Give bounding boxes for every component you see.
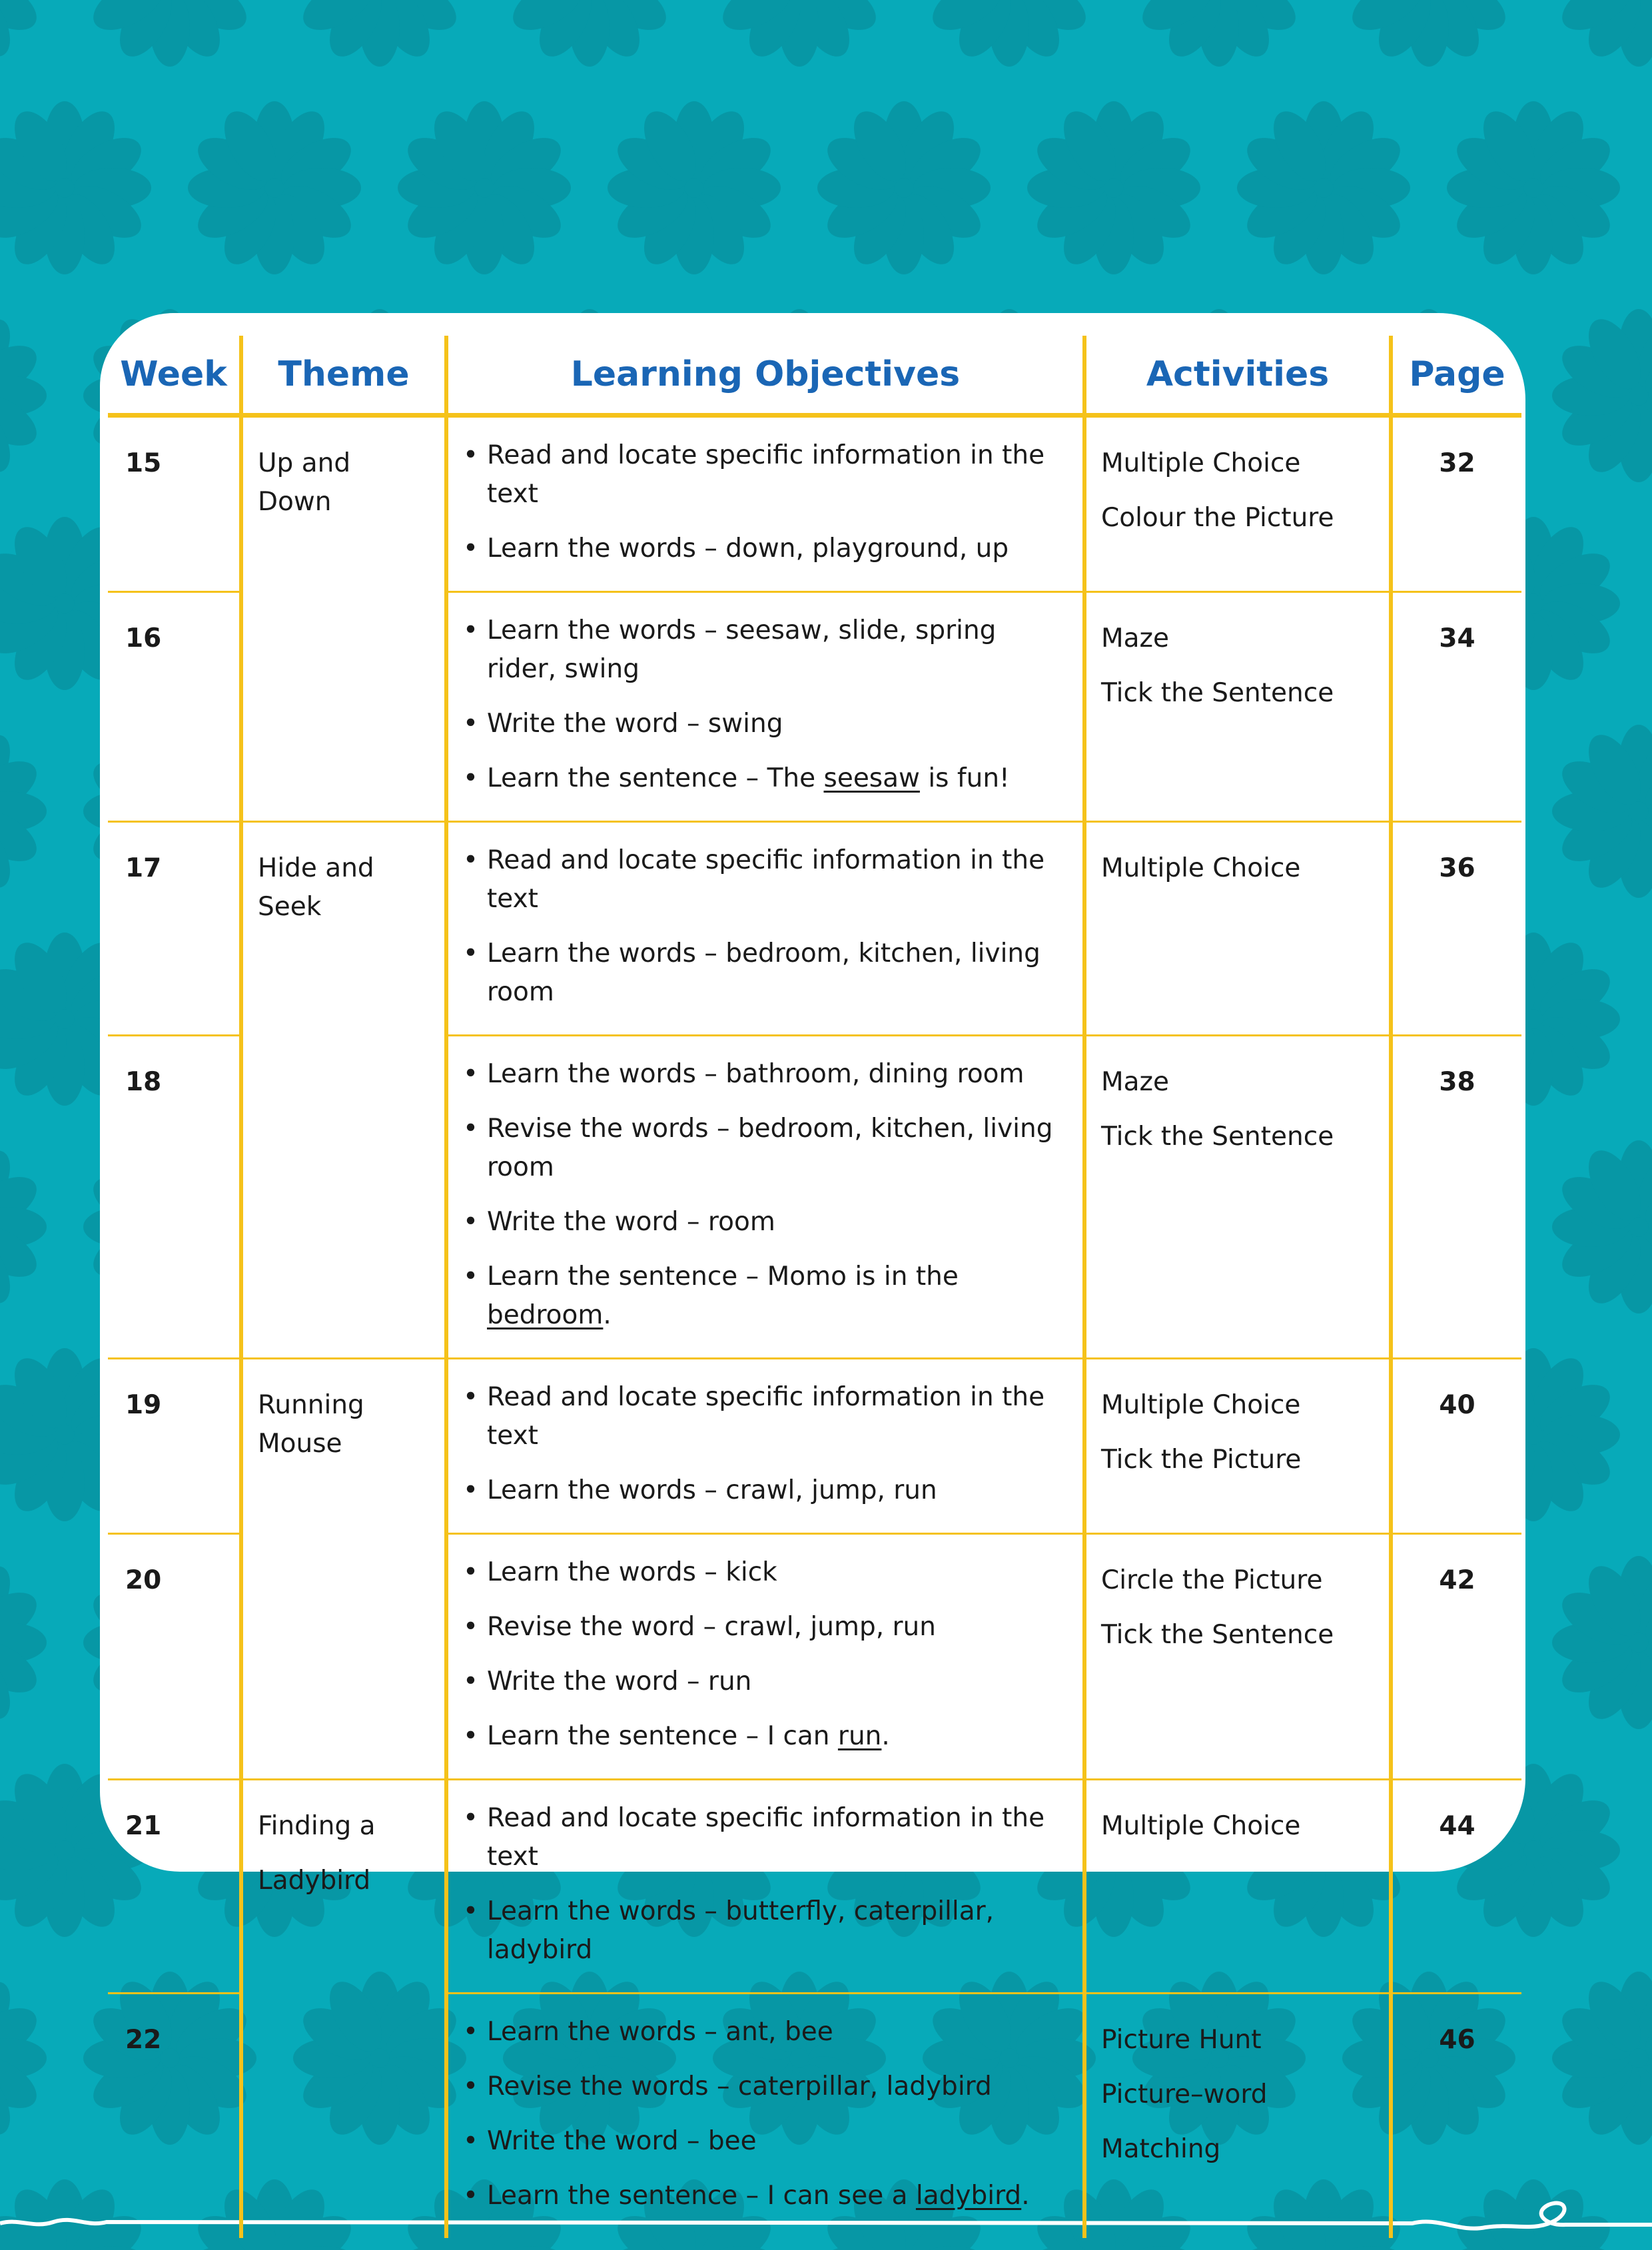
theme-text: Running Mouse	[258, 1390, 364, 1459]
table-row	[108, 1534, 1521, 1780]
objective-item	[463, 1600, 1068, 1655]
page-number	[1391, 1359, 1521, 1534]
header-activities: Activities	[1084, 336, 1391, 416]
theme-cell	[241, 1534, 446, 1780]
objective-item	[463, 751, 1068, 806]
table-row	[108, 1780, 1521, 1994]
objective-item	[463, 1370, 1068, 1463]
objective-item	[463, 603, 1068, 697]
week-number-text: 21	[125, 1811, 162, 1841]
objectives-cell	[446, 1036, 1084, 1359]
activity-text: Picture Hunt	[1101, 2025, 1262, 2055]
activity-text: Colour the Picture	[1101, 503, 1334, 533]
activity-text: Circle the Picture	[1101, 1565, 1323, 1595]
table-row	[108, 1359, 1521, 1534]
objective-item	[463, 1655, 1068, 1709]
page-number	[1391, 592, 1521, 822]
activities-cell	[1084, 592, 1391, 822]
contents-card	[100, 313, 1525, 2211]
activity-text: Multiple Choice	[1101, 448, 1301, 478]
objective-text: Read and locate specific information in the text	[487, 440, 1045, 509]
bullet-icon: •	[463, 1667, 479, 1696]
theme-cell	[241, 1036, 446, 1359]
objectives-cell	[446, 1359, 1084, 1534]
header-learning-objectives: Learning Objectives	[446, 336, 1084, 416]
page-number	[1391, 822, 1521, 1036]
objective-sentence-text	[487, 751, 1068, 806]
bullet-icon: •	[463, 1114, 479, 1144]
objective-text: Read and locate specific information in the text	[487, 845, 1045, 914]
bullet-icon: •	[463, 1803, 479, 1833]
objective-item	[463, 1102, 1068, 1195]
week-number	[108, 416, 241, 592]
page-number-text: 46	[1439, 2025, 1475, 2055]
bullet-icon: •	[463, 2126, 479, 2156]
objective-item	[463, 1463, 1068, 1518]
page-number-text: 40	[1439, 1390, 1475, 1420]
objective-item	[463, 1791, 1068, 1884]
page-number-text: 34	[1439, 623, 1475, 653]
bullet-icon: •	[463, 709, 479, 739]
activity-text: Tick the Sentence	[1101, 1620, 1334, 1650]
theme-text: Finding a	[258, 1811, 376, 1841]
week-number	[108, 1359, 241, 1534]
sentence-underlined-word: ladybird	[915, 2181, 1022, 2211]
objectives-cell	[446, 822, 1084, 1036]
page-number	[1391, 1534, 1521, 1780]
activity-text: Maze	[1101, 1067, 1170, 1097]
objective-sentence-text	[487, 1709, 1068, 1764]
week-number-text: 22	[125, 2025, 162, 2055]
objective-text: Read and locate specific information in the text	[487, 1803, 1045, 1872]
objective-item	[463, 522, 1068, 576]
objective-item	[463, 1709, 1068, 1764]
weekly-plan-table	[108, 336, 1521, 2238]
activities-cell	[1084, 416, 1391, 592]
table-row	[108, 592, 1521, 822]
week-number	[108, 1534, 241, 1780]
objective-item	[463, 1047, 1068, 1102]
objective-text: Write the word – run	[487, 1667, 752, 1696]
objective-text: Revise the words – bedroom, kitchen, living room	[487, 1114, 1053, 1182]
page-number-text: 44	[1439, 1811, 1475, 1841]
objective-item	[463, 927, 1068, 1020]
objective-text: Learn the words – bathroom, dining room	[487, 1059, 1025, 1089]
objectives-cell	[446, 1994, 1084, 2239]
sentence-after: is fun!	[919, 763, 1010, 793]
objective-item	[463, 2169, 1068, 2223]
activities-cell	[1084, 822, 1391, 1036]
table-row	[108, 416, 1521, 592]
sentence-before: Learn the sentence – I can see a	[487, 2181, 916, 2211]
table-row	[108, 822, 1521, 1036]
table-row	[108, 1994, 1521, 2239]
objective-sentence-text	[487, 2169, 1068, 2223]
sentence-underlined-word: run	[837, 1721, 882, 1751]
bullet-icon: •	[463, 1382, 479, 1412]
activity-text: Tick the Sentence	[1101, 678, 1334, 708]
week-number-text: 20	[125, 1565, 162, 1595]
theme-cell	[241, 416, 446, 592]
objective-item	[463, 428, 1068, 522]
week-number-text: 15	[125, 448, 162, 478]
page-number-text: 32	[1439, 448, 1475, 478]
bullet-icon: •	[463, 2071, 479, 2101]
objective-text: Learn the words – crawl, jump, run	[487, 1475, 937, 1505]
objectives-cell	[446, 1780, 1084, 1994]
bullet-icon: •	[463, 1207, 479, 1237]
objective-text: Learn the words – butterfly, caterpillar, ladybird	[487, 1896, 995, 1965]
bullet-icon: •	[463, 615, 479, 645]
objective-sentence-text	[487, 1250, 1068, 1343]
sentence-after: .	[603, 1300, 612, 1330]
week-number	[108, 1780, 241, 1994]
theme-cell	[241, 822, 446, 1036]
sentence-after: .	[881, 1721, 890, 1751]
objective-text: Revise the word – crawl, jump, run	[487, 1612, 936, 1642]
objective-item	[463, 2005, 1068, 2060]
bullet-icon: •	[463, 440, 479, 470]
theme-cell	[241, 1994, 446, 2239]
objectives-cell	[446, 416, 1084, 592]
bullet-icon: •	[463, 1896, 479, 1926]
week-number-text: 19	[125, 1390, 162, 1420]
page-number	[1391, 1994, 1521, 2239]
objective-item	[463, 833, 1068, 927]
week-number-text: 16	[125, 623, 162, 653]
page-number	[1391, 416, 1521, 592]
activity-text: Tick the Picture	[1101, 1445, 1302, 1475]
objective-item	[463, 1545, 1068, 1600]
objective-item	[463, 2060, 1068, 2114]
activity-text: Multiple Choice	[1101, 853, 1301, 883]
header-theme: Theme	[241, 336, 446, 416]
objective-item	[463, 1884, 1068, 1978]
page-number-text: 38	[1439, 1067, 1475, 1097]
page-number-text: 42	[1439, 1565, 1475, 1595]
objective-item	[463, 1195, 1068, 1250]
bullet-icon: •	[463, 1721, 479, 1751]
week-number-text: 17	[125, 853, 162, 883]
objective-text: Learn the words – kick	[487, 1557, 777, 1587]
objectives-cell	[446, 592, 1084, 822]
bullet-icon: •	[463, 1262, 479, 1292]
bullet-icon: •	[463, 534, 479, 563]
sentence-after: .	[1021, 2181, 1030, 2211]
activities-cell	[1084, 1534, 1391, 1780]
bullet-icon: •	[463, 1557, 479, 1587]
bullet-icon: •	[463, 1475, 479, 1505]
activities-cell	[1084, 1359, 1391, 1534]
objective-text: Write the word – bee	[487, 2126, 757, 2156]
sentence-before: Learn the sentence – The	[487, 763, 824, 793]
activity-text: Multiple Choice	[1101, 1811, 1301, 1841]
objective-text: Learn the words – bedroom, kitchen, living room	[487, 938, 1040, 1007]
sentence-before: Learn the sentence – I can	[487, 1721, 838, 1751]
bullet-icon: •	[463, 845, 479, 875]
activities-cell	[1084, 1036, 1391, 1359]
header-page: Page	[1391, 336, 1521, 416]
activity-text: Tick the Sentence	[1101, 1122, 1334, 1152]
week-number	[108, 1994, 241, 2239]
page-number-text: 36	[1439, 853, 1475, 883]
table-row	[108, 1036, 1521, 1359]
sentence-before: Learn the sentence – Momo is in the	[487, 1262, 959, 1292]
bullet-icon: •	[463, 1059, 479, 1089]
theme-text: Up and Down	[258, 448, 351, 517]
objective-text: Learn the words – down, playground, up	[487, 534, 1009, 563]
objective-text: Learn the words – ant, bee	[487, 2017, 833, 2047]
objectives-cell	[446, 1534, 1084, 1780]
objective-text: Revise the words – caterpillar, ladybird	[487, 2071, 992, 2101]
theme-text: Ladybird	[258, 1866, 371, 1896]
bullet-icon: •	[463, 2017, 479, 2047]
theme-cell	[241, 592, 446, 822]
theme-cell	[241, 1780, 446, 1994]
page-number	[1391, 1780, 1521, 1994]
theme-text: Hide and Seek	[258, 853, 374, 922]
bullet-icon: •	[463, 1612, 479, 1642]
objective-text: Read and locate specific information in the text	[487, 1382, 1045, 1451]
sentence-underlined-word: bedroom	[487, 1300, 604, 1330]
week-number	[108, 1036, 241, 1359]
objective-text: Learn the words – seesaw, slide, spring rider, swing	[487, 615, 997, 684]
activities-cell	[1084, 1780, 1391, 1994]
page-number	[1391, 1036, 1521, 1359]
sentence-underlined-word: seesaw	[823, 763, 920, 793]
objective-item	[463, 697, 1068, 751]
week-number	[108, 592, 241, 822]
activity-text: Picture–word Matching	[1101, 2079, 1268, 2164]
objective-item	[463, 2114, 1068, 2169]
objective-text: Write the word – swing	[487, 709, 783, 739]
bullet-icon: •	[463, 2181, 479, 2211]
bullet-icon: •	[463, 763, 479, 793]
week-number-text: 18	[125, 1067, 162, 1097]
header-week: Week	[108, 336, 241, 416]
activity-text: Maze	[1101, 623, 1170, 653]
objective-text: Write the word – room	[487, 1207, 775, 1237]
table-header-row	[108, 336, 1521, 416]
bullet-icon: •	[463, 938, 479, 968]
activity-text: Multiple Choice	[1101, 1390, 1301, 1420]
theme-cell	[241, 1359, 446, 1534]
objective-item	[463, 1250, 1068, 1343]
activities-cell	[1084, 1994, 1391, 2239]
week-number	[108, 822, 241, 1036]
